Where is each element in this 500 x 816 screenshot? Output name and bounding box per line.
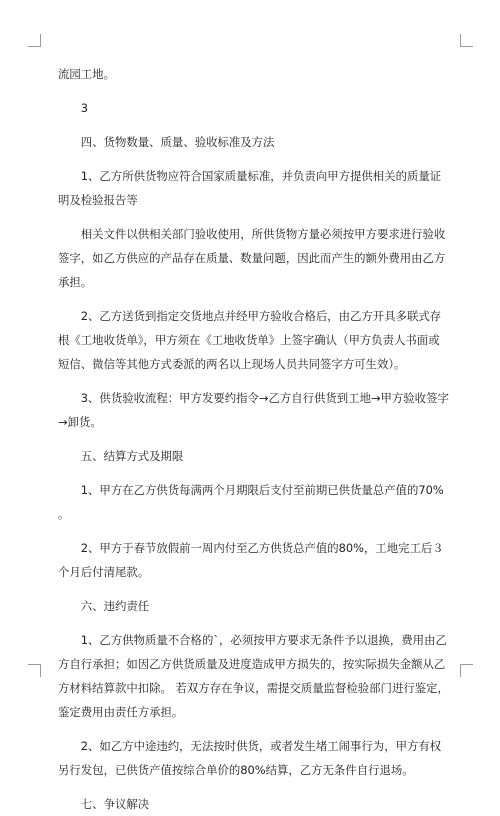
section-heading-5: 五、结算方式及期限 bbox=[80, 449, 184, 463]
paragraph-continuation: 流园工地。 bbox=[58, 67, 115, 81]
crop-mark-bottom-right bbox=[460, 664, 473, 677]
paragraph-4-1-cont: 相关文件以供相关部门验收使用，所供货物方量必须按甲方要求进行验收签字，如乙方供应的产品存在质量、数量问题，因此而产生的额外费用由乙方承担。 bbox=[58, 227, 446, 289]
section-heading-6: 六、违约责任 bbox=[80, 599, 150, 613]
document-body bbox=[58, 62, 450, 816]
crop-mark-bottom-left bbox=[28, 664, 41, 677]
paragraph-4-1: 1、乙方所供货物应符合国家质量标准，并负责向甲方提供相关的质量证明及检验报告等 bbox=[58, 169, 442, 207]
paragraph-4-3: 3、供货验收流程：甲方发要约指令→乙方自行供货到工地→甲方验收签字→卸货。 bbox=[58, 391, 449, 429]
paragraph-5-1: 1、甲方在乙方供货每满两个月期限后支付至前期已供货量总产值的70%。 bbox=[58, 483, 444, 521]
paragraph-4-2: 2、乙方送货到指定交货地点并经甲方验收合格后，由乙方开具多联式存根《工地收货单》，甲方须在《工地收货单》上签字确认（甲方负责人书面或短信、微信等其他方式委派的两名以上现场人员共同签字方可生效）。 bbox=[58, 309, 442, 371]
crop-mark-top-left bbox=[28, 34, 41, 47]
crop-mark-top-right bbox=[460, 34, 473, 47]
paragraph-6-1: 1、乙方供物质量不合格的`，必须按甲方要求无条件予以退换，费用由乙方自行承担；如因乙方供货质量及进度造成甲方损失的，按实际损失金额从乙方材料结算款中扣除。 若双方存在争议，需提交质量监督检验部门进行鉴定，鉴定费用由责任方承担。 bbox=[58, 633, 449, 719]
section-heading-4: 四、货物数量、质量、验收标准及方法 bbox=[80, 135, 275, 149]
paragraph-5-2: 2、甲方于春节放假前一周内付至乙方供货总产值的80%，工地完工后３个月后付清尾款。 bbox=[58, 541, 444, 579]
page-number: 3 bbox=[80, 101, 89, 115]
paragraph-6-2: 2、如乙方中途违约，无法按时供货，或者发生堵工闹事行为，甲方有权另行发包，已供货产值按综合单价的80%结算，乙方无条件自行退场。 bbox=[58, 739, 442, 777]
section-heading-7: 七、争议解决 bbox=[80, 797, 150, 811]
